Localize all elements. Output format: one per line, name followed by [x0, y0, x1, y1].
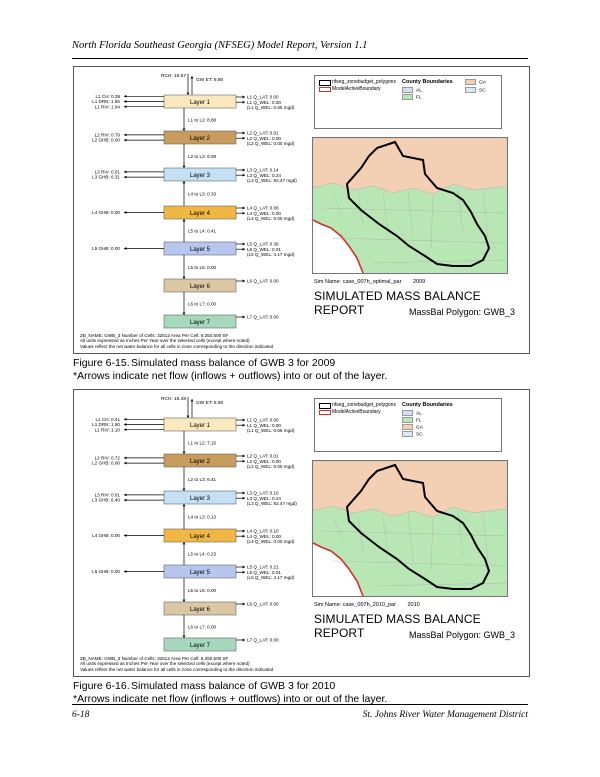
- page-number: 6-18: [72, 710, 90, 720]
- arrow-head: [243, 492, 245, 495]
- right-flow-label: L5 Q_WEL: 0.01: [247, 246, 281, 252]
- arrow-head: [243, 248, 245, 251]
- rch-label: RCH: 16.48: [160, 397, 186, 402]
- note-line: Values reflect the net water balance for all cells in zone corresponding to the direction indicated: [80, 343, 274, 349]
- legend-item-ga: GA: [402, 424, 423, 430]
- gwet-label: GW ET: 8.80: [196, 78, 224, 83]
- left-flow-label: L1 CH: 0.41: [95, 416, 120, 422]
- rch-label: RCH: 16.67: [160, 74, 186, 79]
- report-subtitle: MassBal Polygon: GWB_3: [408, 630, 515, 640]
- figure-note: *Arrows indicate net flow (inflows + outflows) into or out of the layer.: [73, 369, 388, 382]
- arrow-head: [124, 176, 126, 179]
- layer-label: Layer 5: [189, 569, 211, 576]
- arrow-head: [124, 534, 126, 537]
- arrow-head: [243, 566, 245, 569]
- sim-name: Sim Name: case_007h_optimal_par: [314, 279, 402, 285]
- legend-item-fl: FL: [402, 94, 422, 100]
- interlayer-flow-label: L6 to L7: 0.00: [188, 624, 217, 630]
- figure-number: Figure 6-16.: [73, 680, 130, 692]
- right-flow-label: L6 Q_LAT: 0.00: [247, 278, 279, 284]
- note-line: ZB_NAME: GWB_3 Number of Cells: 32612 Area Per Cell: 6,250,500 SF: [80, 656, 229, 661]
- interlayer-flow-label: L5 to L6: 0.00: [188, 587, 217, 593]
- left-flow-label: L5 GHB: 0.00: [92, 569, 120, 575]
- right-flow-label: L6 Q_LAT: 0.00: [247, 601, 279, 607]
- arrow-head: [183, 504, 186, 506]
- arrow-head: [183, 219, 186, 221]
- arrow-head: [243, 571, 245, 574]
- left-flow-label: L2 GHB: 0.00: [92, 137, 120, 143]
- note-line: Values reflect the net water balance for all cells in zone corresponding to the direction indicated: [80, 666, 274, 672]
- polygon-swatch: [319, 80, 331, 86]
- arrow-head: [183, 489, 186, 491]
- arrow-head: [183, 181, 186, 183]
- legend-item-fl: FL: [402, 417, 422, 423]
- interlayer-flow-label: L2 to L3: 6.08: [188, 153, 217, 159]
- legend-item-sc: SC: [465, 87, 486, 93]
- gwb-map-graphic: [313, 461, 507, 596]
- mass-balance-report: [73, 389, 530, 677]
- arrow-head: [124, 139, 126, 142]
- layer-label: Layer 4: [189, 533, 211, 540]
- polygon-legend-label: nfseg_zonebudget_polygons: [332, 402, 396, 408]
- arrow-head: [187, 93, 190, 95]
- arrow-head: [243, 207, 245, 210]
- header-rule: [72, 58, 528, 59]
- left-flow-label: L3 RIV: 0.01: [94, 169, 120, 175]
- arrow-head: [124, 428, 126, 431]
- arrow-head: [183, 636, 186, 638]
- right-flow-label: L2 Q_WEL: 0.00: [247, 135, 281, 141]
- arrow-head: [191, 76, 194, 78]
- right-flow-label: L3 Q_LAT: 0.14: [247, 167, 279, 173]
- right-flow-label: L3 Q_WEL: 0.24: [247, 495, 281, 501]
- left-flow-label: L1 CH: 0.39: [95, 93, 120, 99]
- arrow-head: [243, 639, 245, 642]
- left-flow-label: L2 RIV: 0.79: [94, 132, 120, 138]
- report-subtitle: MassBal Polygon: GWB_3: [408, 307, 515, 317]
- polygon-legend-label: nfseg_zonebudget_polygons: [332, 79, 396, 85]
- gwb-map-graphic: [313, 138, 507, 273]
- right-flow-label: (L1 Q_WEL: 0.65 mgd): [247, 105, 295, 110]
- right-flow-label: (L4 Q_WEL: 0.00 mgd): [247, 216, 295, 221]
- left-flow-label: L4 GHB: 0.00: [92, 210, 120, 216]
- layer-label: Layer 6: [189, 606, 211, 613]
- arrow-head: [243, 280, 245, 283]
- arrow-head: [243, 497, 245, 500]
- right-flow-label: (L2 Q_WEL: 0.00 mgd): [247, 464, 295, 469]
- arrow-head: [243, 169, 245, 172]
- arrow-head: [243, 174, 245, 177]
- right-flow-label: (L5 Q_WEL: 4.17 mgd): [247, 575, 295, 580]
- layer-flow-diagram: [74, 390, 310, 655]
- arrow-head: [124, 105, 126, 108]
- left-flow-label: L4 GHB: 0.00: [92, 533, 120, 539]
- right-flow-label: L1 Q_LAT: 0.00: [247, 417, 279, 423]
- layer-label: Layer 6: [189, 283, 211, 290]
- arrow-head: [243, 96, 245, 99]
- left-flow-label: L1 RIV: 1.04: [94, 104, 120, 110]
- arrow-head: [124, 499, 126, 502]
- map-legend: [314, 398, 502, 452]
- arrow-head: [243, 137, 245, 140]
- figure-note: *Arrows indicate net flow (inflows + outflows) into or out of the layer.: [73, 692, 388, 705]
- arrow-head: [124, 247, 126, 250]
- polygon-swatch: [319, 403, 331, 409]
- interlayer-flow-label: L5 to L4: 0.23: [188, 551, 217, 557]
- layer-label: Layer 3: [189, 495, 211, 502]
- arrow-head: [183, 166, 186, 168]
- figure-caption: [73, 357, 387, 382]
- left-flow-label: L5 GHB: 0.00: [92, 246, 120, 252]
- left-flow-label: L2 GHB: 0.00: [92, 460, 120, 466]
- arrow-head: [243, 132, 245, 135]
- interlayer-flow-label: L1 to L2: 8.88: [188, 117, 217, 123]
- arrow-head: [183, 452, 186, 454]
- figure-title: Simulated mass balance of GWB 3 for 2009: [131, 357, 336, 369]
- figure-title: Simulated mass balance of GWB 3 for 2010: [131, 680, 336, 692]
- arrow-head: [124, 418, 126, 421]
- right-flow-label: L1 Q_LAT: 0.00: [247, 94, 279, 100]
- arrow-head: [183, 313, 186, 315]
- arrow-head: [243, 530, 245, 533]
- layer-label: Layer 7: [189, 642, 211, 649]
- sim-year: 2010: [407, 602, 420, 608]
- left-flow-label: L1 DRN: 1.50: [92, 422, 120, 428]
- sim-name: Sim Name: case_007h_2010_par: [314, 602, 396, 608]
- legend-item-sc: SC: [402, 431, 423, 437]
- right-flow-label: L1 Q_WEL: 0.00: [247, 422, 281, 428]
- arrow-head: [124, 423, 126, 426]
- right-flow-label: L1 Q_WEL: 0.00: [247, 99, 281, 105]
- left-flow-label: L3 RIV: 0.01: [94, 492, 120, 498]
- right-flow-label: L5 Q_LAT: 0.21: [247, 564, 279, 570]
- arrow-head: [183, 277, 186, 279]
- arrow-head: [243, 212, 245, 215]
- layer-label: Layer 1: [189, 422, 211, 429]
- right-flow-label: L7 Q_LAT: 0.00: [247, 637, 279, 643]
- sim-year: 2009: [412, 279, 426, 285]
- figure-number: Figure 6-15.: [73, 357, 130, 369]
- arrow-head: [243, 460, 245, 463]
- arrow-head: [187, 416, 190, 418]
- figure-caption: [73, 680, 387, 705]
- layer-label: Layer 2: [189, 135, 211, 142]
- arrow-head: [183, 129, 186, 131]
- right-flow-label: (L2 Q_WEL: 0.00 mgd): [247, 141, 295, 146]
- note-line: ZB_NAME: GWB_3 Number of Cells: 32612 Area Per Cell: 6,250,500 SF: [80, 333, 229, 338]
- county-legend-title: County Boundaries: [402, 402, 453, 408]
- legend-item-al: AL: [402, 87, 422, 93]
- right-flow-label: (L1 Q_WEL: 0.65 mgd): [247, 428, 295, 433]
- right-flow-label: L4 Q_LAT: 0.08: [247, 205, 279, 211]
- layer-label: Layer 2: [189, 458, 211, 465]
- boundary-legend-label: ModelActiveBoundary: [332, 86, 381, 92]
- arrow-head: [243, 101, 245, 104]
- right-flow-label: (L4 Q_WEL: 0.00 mgd): [247, 539, 295, 544]
- right-flow-label: L3 Q_WEL: 0.24: [247, 172, 281, 178]
- county-legend-title: County Boundaries: [402, 79, 453, 85]
- report-title: SIMULATED MASS BALANCE REPORT: [314, 289, 481, 317]
- arrow-head: [243, 243, 245, 246]
- right-flow-label: L4 Q_WEL: 0.00: [247, 210, 281, 216]
- gwb-map: [312, 460, 508, 597]
- arrow-head: [124, 100, 126, 103]
- left-flow-label: L3 GHB: 6.40: [92, 497, 120, 503]
- report-notes: [80, 656, 380, 672]
- right-flow-label: L7 Q_LAT: 0.00: [247, 314, 279, 320]
- sim-info: [314, 279, 435, 285]
- right-flow-label: (L5 Q_WEL: 4.17 mgd): [247, 252, 295, 257]
- footer-rule: [72, 704, 528, 705]
- boundary-legend-label: ModelActiveBoundary: [332, 409, 381, 415]
- interlayer-flow-label: L4 to L3: 0.13: [188, 514, 217, 520]
- right-flow-label: (L3 Q_WEL: 82.47 mgd): [247, 178, 297, 183]
- right-flow-label: L5 Q_WEL: 0.01: [247, 569, 281, 575]
- arrow-head: [124, 133, 126, 136]
- right-flow-label: L4 Q_LAT: 0.10: [247, 528, 279, 534]
- arrow-head: [243, 603, 245, 606]
- arrow-head: [124, 570, 126, 573]
- arrow-head: [183, 600, 186, 602]
- gwet-label: GW ET: 5.90: [196, 401, 224, 406]
- interlayer-flow-label: L6 to L7: 0.00: [188, 301, 217, 307]
- interlayer-flow-label: L5 to L4: 0.41: [188, 228, 217, 234]
- right-flow-label: L4 Q_WEL: 0.00: [247, 533, 281, 539]
- mass-balance-report: [73, 66, 530, 354]
- report-title: SIMULATED MASS BALANCE REPORT: [314, 612, 481, 640]
- arrow-head: [191, 399, 194, 401]
- layer-label: Layer 4: [189, 210, 211, 217]
- page-header: North Florida Southeast Georgia (NFSEG) Model Report, Version 1.1: [72, 40, 368, 51]
- arrow-head: [243, 455, 245, 458]
- layer-label: Layer 5: [189, 246, 211, 253]
- arrow-head: [124, 170, 126, 173]
- right-flow-label: (L3 Q_WEL: 82.47 mgd): [247, 501, 297, 506]
- layer-flow-diagram: [74, 67, 310, 332]
- layer-label: Layer 1: [189, 99, 211, 106]
- right-flow-label: L2 Q_LAT: 0.01: [247, 453, 279, 459]
- left-flow-label: L3 GHB: 6.31: [92, 174, 120, 180]
- arrow-head: [243, 424, 245, 427]
- arrow-head: [183, 542, 186, 544]
- right-flow-label: L2 Q_WEL: 0.00: [247, 458, 281, 464]
- note-line: All units expressed as Inches Per Year over the selected cells (except where noted): [80, 338, 250, 344]
- interlayer-flow-label: L2 to L3: 6.41: [188, 476, 217, 482]
- left-flow-label: L1 DRN: 1.56: [92, 99, 120, 105]
- interlayer-flow-label: L4 to L3: 0.33: [188, 191, 217, 197]
- sim-info: [314, 602, 430, 608]
- boundary-swatch: [319, 87, 331, 92]
- arrow-head: [243, 316, 245, 319]
- gwb-map: [312, 137, 508, 274]
- arrow-head: [124, 462, 126, 465]
- arrow-head: [243, 419, 245, 422]
- arrow-head: [124, 493, 126, 496]
- map-legend: [314, 75, 502, 129]
- arrow-head: [124, 95, 126, 98]
- legend-item-al: AL: [402, 410, 422, 416]
- interlayer-flow-label: L5 to L6: 0.00: [188, 264, 217, 270]
- left-flow-label: L2 RIV: 0.72: [94, 455, 120, 461]
- arrow-head: [124, 211, 126, 214]
- boundary-swatch: [319, 410, 331, 415]
- right-flow-label: L5 Q_LAT: 0.39: [247, 241, 279, 247]
- arrow-head: [124, 456, 126, 459]
- right-flow-label: L3 Q_LAT: 0.10: [247, 490, 279, 496]
- arrow-head: [243, 535, 245, 538]
- left-flow-label: L1 RIV: 1.10: [94, 427, 120, 433]
- layer-label: Layer 3: [189, 172, 211, 179]
- interlayer-flow-label: L1 to L2: 7.15: [188, 440, 217, 446]
- right-flow-label: L2 Q_LAT: 0.01: [247, 130, 279, 136]
- footer-org: St. Johns River Water Management District: [362, 710, 528, 720]
- report-notes: [80, 333, 380, 349]
- note-line: All units expressed as Inches Per Year over the selected cells (except where noted): [80, 661, 250, 667]
- layer-label: Layer 7: [189, 319, 211, 326]
- legend-item-ga: GA: [465, 79, 486, 85]
